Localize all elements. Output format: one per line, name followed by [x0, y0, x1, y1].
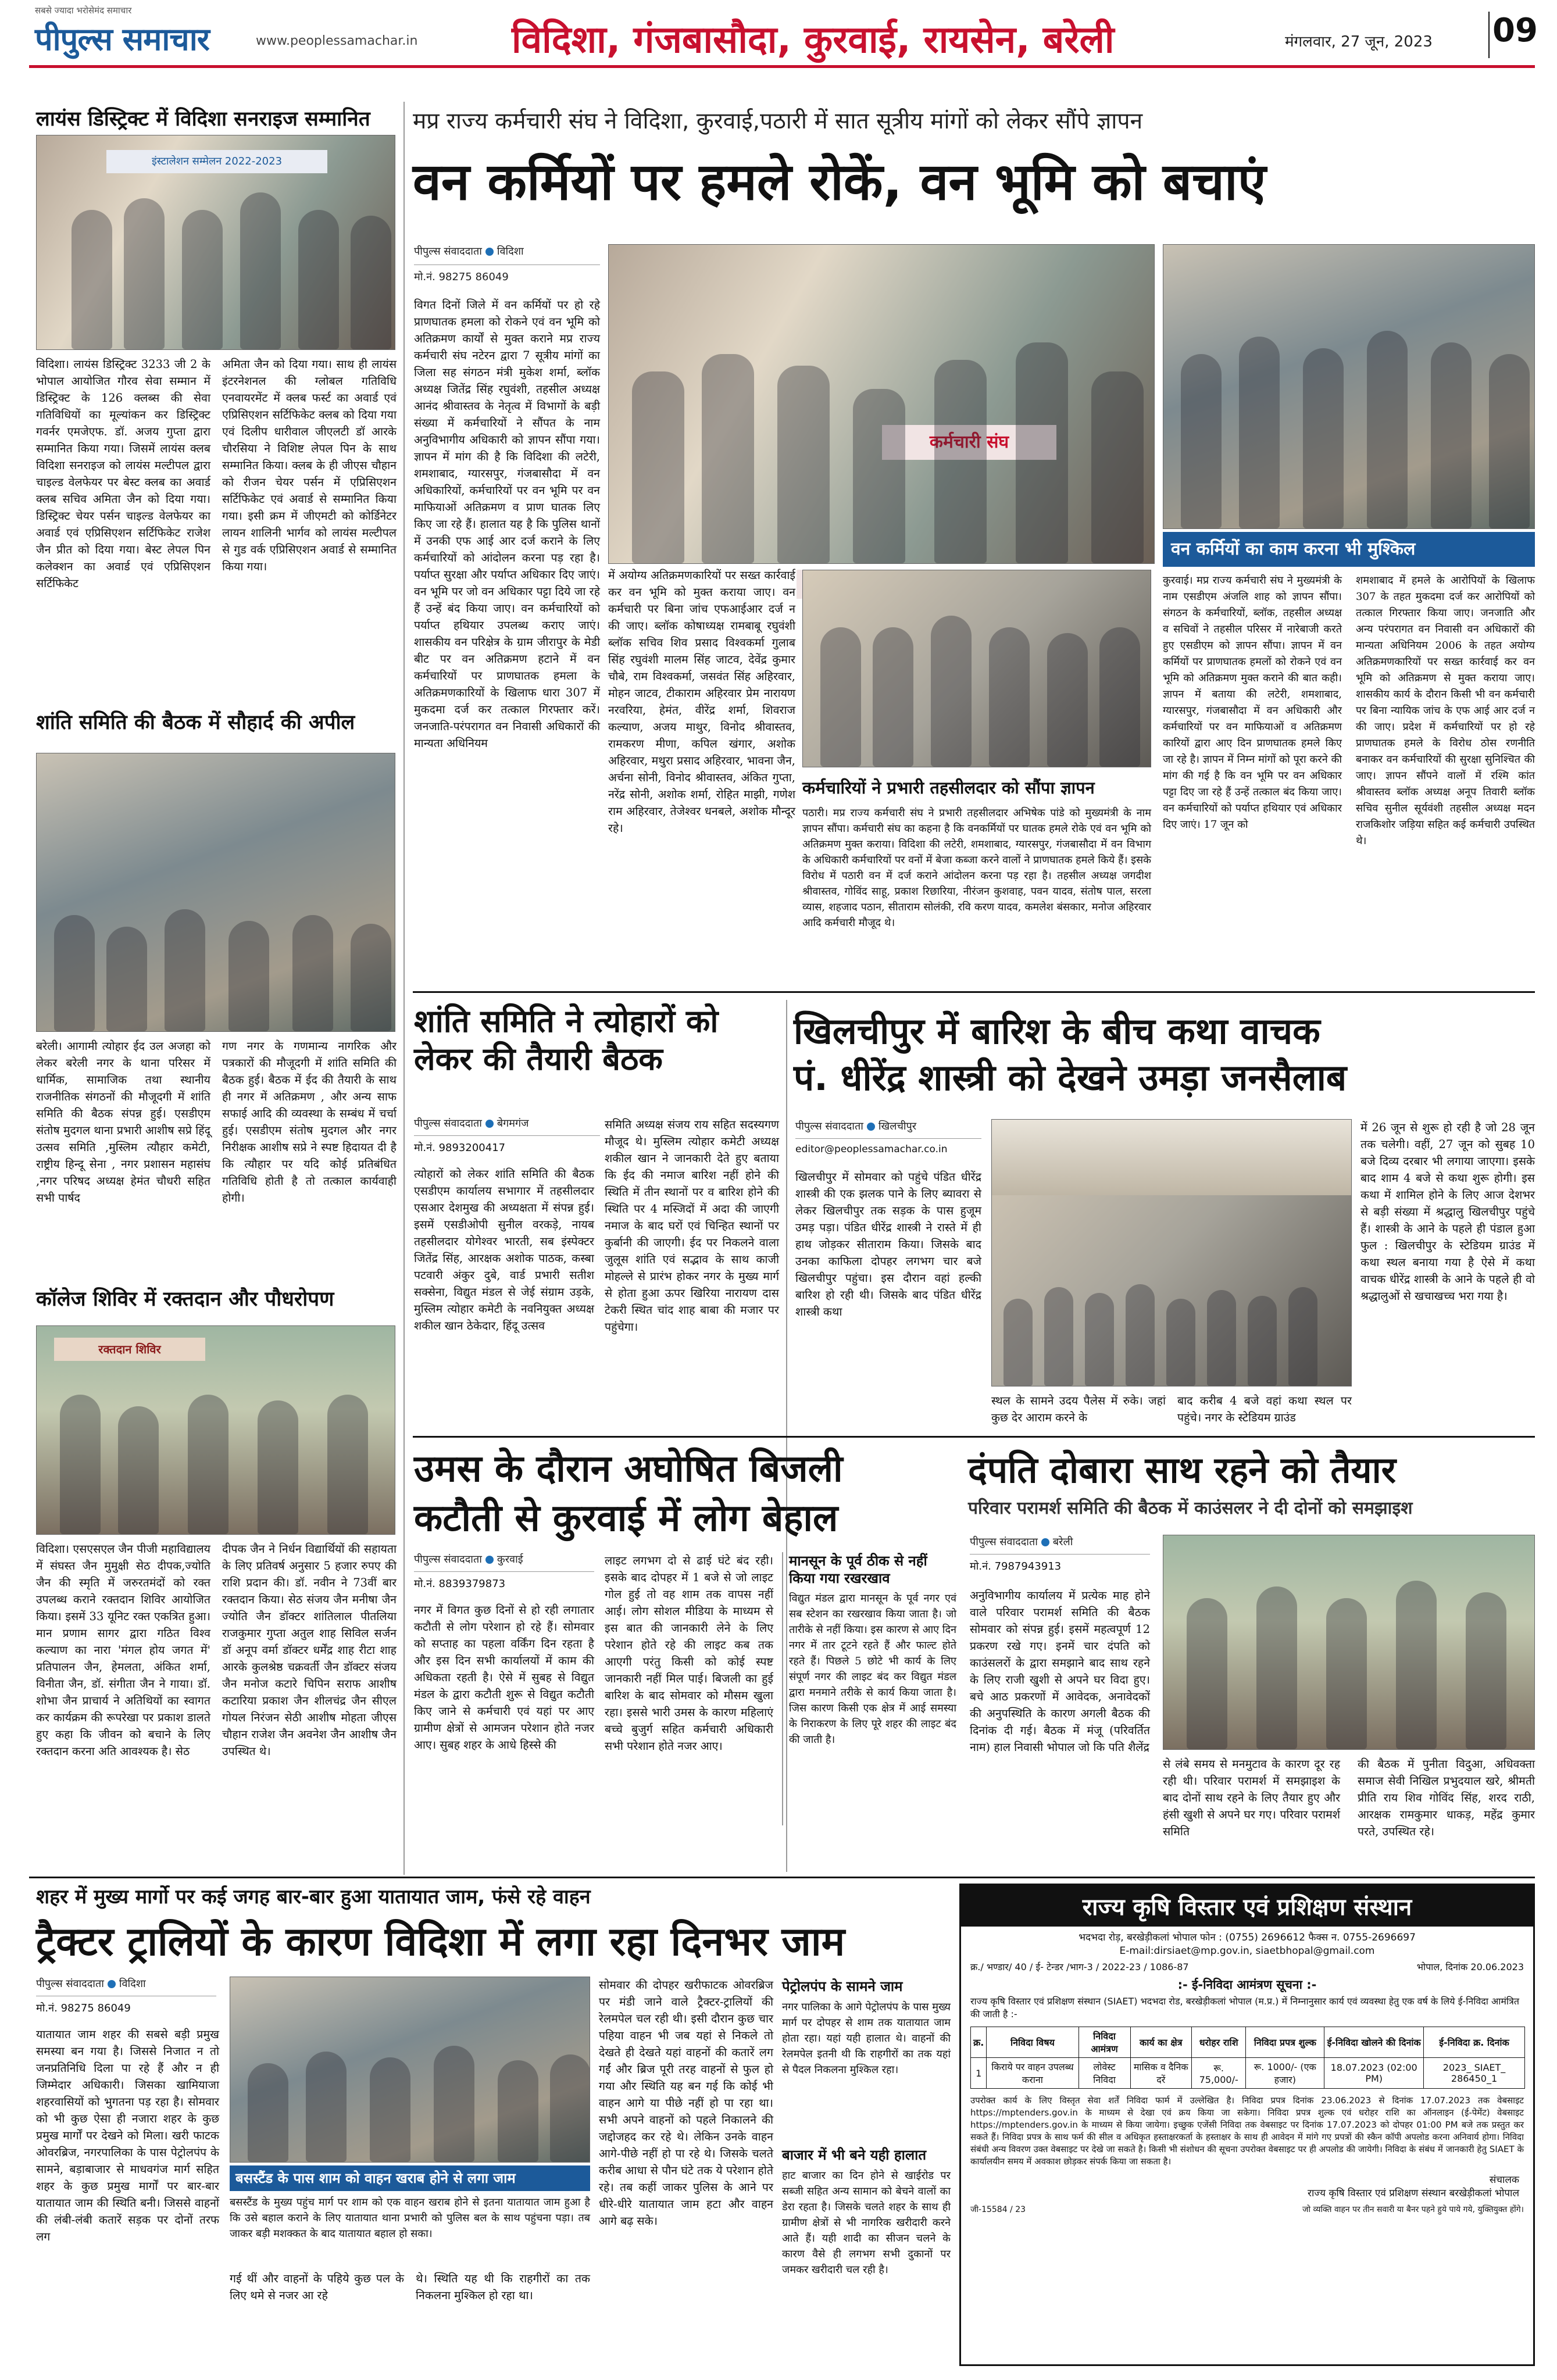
- van-byline-name: पीपुल्स संवाददाता: [414, 245, 482, 258]
- lions-text-col2: अमिता जैन को दिया गया। साथ ही लायंस इंटरनेशनल की ग्लोबल गतिविधि एनवायरमेंट में क्लब फर्स्ट का अवार्ड एवं एप्रिसिएशन सर्टिफिकेट क्लब को दिया गया एवं दिलीप धारीवाल जीएलटी डॉ आरके चौरसिया ने विशिष्ट लेपल पिन के साथ सम्मानित किया। क्लब के ही जीएस चौहान को रीजन चेयर पर्सन में एप्रिसिएशन सर्टिफिकेट एवं अवार्ड से सम्मानित किया गया। इसी क्रम में जीएमटी को कोर्डिनेटर लायन शालिनी भार्गव को लायंस मल्टीपल से गुड वर्क एप्रिसिएशन अवार्ड से सम्मानित किया गया।: [222, 358, 397, 573]
- khilchipur-text-col1: खिलचीपुर में सोमवार को पहुंचे पंडित धीरेंद्र शास्त्री की एक झलक पाने के लिए ब्यावरा से लेकर खिलचीपुर तक सड़क के पास हुजूम उमड़ पड़ा। पंडित धीरेंद्र शास्त्री ने रास्ते में ही हाथ जोड़कर सीताराम किया। जिसके बाद उनका काफिला दोपहर लगभग चार बजे खिलचीपुर पहुंचा। इस दौरान वहां हल्की बारिश हो रही थी। जिसके बाद पंडित धीरेंद्र शास्त्री कथा: [795, 1170, 981, 1318]
- tender-title: :- ई-निविदा आमंत्रण सूचना :-: [1177, 1978, 1317, 1992]
- van-kicker: मप्र राज्य कर्मचारी संघ ने विदिशा, कुरवाई,पठारी में सात सूत्रीय मांगों को लेकर सौंपे ज्ञापन: [413, 108, 1143, 134]
- tender-cell: 18.07.2023 (02:00 PM): [1324, 2058, 1424, 2089]
- kurwai-box-body: विद्युत मंडल द्वारा मानसून के पूर्व नगर एवं सब स्टेशन का रखरखाव किया जाता है। जो तारीके से नहीं किया। इस कारण से आए दिन नगर में तार टूटने रहते हैं और फाल्ट होते रहते हैं। पिछले 5 छोटे भी कार्य के लिए संपूर्ण नगर की लाइट बंद कर विद्युत मंडल द्वारा मनमाने तरीके से कार्य किया जाता है। जिस कारण किसी एक क्षेत्र में आई समस्या के निराकरण के लिए पूरे शहर की लाइट बंद की जाती है।: [789, 1592, 956, 1746]
- tender-col-header: निविदा प्रपत्र शुल्क: [1246, 2027, 1324, 2058]
- tender-col-header: ई-निविदा क्र. दिनांक: [1424, 2027, 1525, 2058]
- dampati-kicker: परिवार परामर्श समिति की बैठक में काउंसलर ने दी दोनों को समझाइश: [968, 1498, 1413, 1518]
- tender-footer: उपरोक्त कार्य के लिए विस्तृत सेवा शर्तें निविदा फार्म में उल्लेखित है। निविदा प्रपत्र दिनांक 23.06.2023 से दिनांक 17.07.2023 तक वेबसाइट https://mptenders.gov.in के माध्यम से देखा एवं क्रय किया जा सकेगा। निविदा प्रपत्र शुल्क एवं धरोहर राशि का ऑनलाइन (ई-पेमेंट) वेबसाइट https://mptenders.gov.in के माध्यम से किया जायेगा। इच्छुक एजेंसी निविदा तक वेबसाइट पर दिनांक 17.07.2023 को दोपहर 01:00 PM बजे तक प्रस्तुत कर सकते हैं। निविदा प्रपत्र के साथ फर्म की सील व अधिकृत हस्ताक्षरकर्ता के हस्ताक्षर के साथ ही आवेदन में मांगे गए प्रपत्रों की स्कैन कॉपी अपलोड करना अनिवार्य होगा। निविदा संबंधी अन्य विवरण उक्त वेबसाइट पर देखे जा सकते है। किसी भी संशोधन की सूचना उपरोक्त वेबसाइट पर ही अपलोड की जायेगी। निविदा के संबंध में जानकारी हेतु SIAET के कार्यालयीन समय में अवकाश छोड़कर संपर्क किया जा सकता है।: [970, 2095, 1524, 2167]
- dampati-byline-place: बरेली: [1052, 1536, 1073, 1548]
- tractor-photo-caption-body: बसस्टैंड के मुख्य पहुंच मार्ग पर शाम को एक वाहन खराब होने से इतना यातायात जाम हुआ है कि उसे बहाल कराने के लिए यातायात थाना प्रभारी को पुलिस बल के साथ पहुंचना पड़ा। तब जाकर बड़ी मशक्कत के बाद यातायात बहाल हो सका।: [230, 2196, 590, 2240]
- dampati-byline-name: पीपुल्स संवाददाता: [970, 1536, 1038, 1548]
- dampati-text-col1: अनुविभागीय कार्यालय में प्रत्येक माह होने वाले परिवार परामर्श समिति की बैठक सोमवार को संपन्न हुई। इसमें महत्वपूर्ण 12 प्रकरण रखे गए। इनमें चार दंपति को काउंसलरों के द्वारा समझाने बाद साथ रहने के लिए राजी खुशी से अपने घर विदा हुए। बचे आठ प्रकरणों में आवेदक, अनावेदकों की अनुपस्थिति के कारण अगली बैठक की दिनांक दी गई। बैठक में मंजू (परिवर्तित नाम) हाल निवासी भोपाल जो कि पति शैलेंद्र: [970, 1589, 1150, 1754]
- dampati-text-col2: से लंबे समय से मनमुटाव के कारण दूर रह रही थी। परिवार परामर्श में समझाइश के बाद दोनों साथ रहने के लिए तैयार हुए और हंसी खुशी से अपने घर गए। परिवार परामर्श समिति: [1163, 1757, 1340, 1838]
- van-sub-text-col2: शमशाबाद में हमले के आरोपियों के खिलाफ 307 के तहत मुकदमा दर्ज कर आरोपियों को तत्काल गिरफ्तार किया जाए। जनजाति और अन्य परंपरागत वन निवासी वन अधिकारों की मान्यता अधिनियम 2006 के तहत अयोग्य अतिक्रमणकारियों पर सख्त कार्रवाई कर वन भूमि को अतिक्रमण से मुक्त कराया जाए। शासकीय कार्य के दौरान किसी भी वन कर्मचारी पर बिना न्यायिक जांच के एफ आई आर दर्ज न की जाए। प्रदेश में कर्मचारियों पर हो रहे प्राणघातक हमले के विरोध ठोस रणनीति बनाकर वन कर्मचारियों की सुरक्षा सुनिश्चित की जाए। ज्ञापन सौंपने वालों में रश्मि कांत श्रीवास्तव ब्लॉक अध्यक्ष अनूप तिवारी ब्लॉक सचिव सुनील सूर्यवंशी तहसील अध्यक्ष मदन राजकिशोर जड़िया सहित कई कर्मचारी उपस्थित थे।: [1356, 574, 1535, 847]
- van-photo-banner-1: कर्मचारी संघ: [882, 425, 1056, 460]
- tractor-text-col2: सोमवार की दोपहर खरीफाटक ओवरब्रिज पर मंडी जाने वाले ट्रैक्टर-ट्रालियों की रेलमपेल चल रही थी। इसी दौरान कुछ चार पहिया वाहन भी जब यहां से निकले तो देखते ही देखते यहां वाहनों की कतारें लग गईं और ब्रिज पूरी तरह वाहनों से फुल हो गया और स्थिति यह बन गई कि कोई भी वाहन आगे या पीछे नहीं हो पा रहा था। सभी अपने वाहनों को पहले निकालने की जद्दोजहद कर रहे थे। लेकिन उनके वाहन आगे-पीछे नहीं हो पा रहे थे। जिसके चलते करीब आधा से पौन घंटे तक ये परेशान होते रहे। तब कहीं जाकर पुलिस के आने पर धीरे-धीरे यातायात जाम हटा और वाहन आगे बढ़ सके।: [599, 1978, 773, 2228]
- tender-email: E-mail:dirsiaet@mp.gov.in, siaetbhopal@gmail.com: [1119, 1945, 1375, 1957]
- shanti-barelly-text-col1: बरेली। आगामी त्योहार ईद उल अजहा को लेकर बरेली नगर के थाना परिसर में धार्मिक, सामाजिक तथा स्थानीय राजनीतिक संगठनों की मौजूदगी में शांति समिति की बैठक संपन्न हुई। एसडीएम संतोष मुदगल थाना प्रभारी आशीष सप्रे हिंदू उत्सव समिति ,मुस्लिम त्यौहार कमेटी, राष्ट्रीय हिन्दू सेना , नगर प्रशासन महासंघ ,नगर परिषद अध्यक्ष हेमंत चौधरी सहित सभी पार्षद: [36, 1039, 210, 1205]
- shanti-ganj-text-col2: समिति अध्यक्ष संजय राय सहित सदस्यगण मौजूद थे। मुस्लिम त्योहार कमेटी अध्यक्ष शकील खान ने जानकारी देते हुए बताया कि ईद की नमाज बारिश नहीं होने की स्थिति में तीन स्थानों पर व बारिश होने की स्थिति पर 4 मस्जिदों में अदा की जाएगी नमाज के बाद घरों एवं चिन्हित स्थानों पर कुर्बानी की जाएगी। ईद पर निकलने वाला जुलूस शांति एवं सद्भाव के साथ काजी मोहल्ले से प्रारंभ होकर नगर के मुख्य मार्ग से होता हुआ ऊपर खिरिया नारायण दास टेकरी स्थित चांद शाह बाबा की मजार पर पहुंचेगा।: [605, 1118, 779, 1334]
- van-headline: वन कर्मियों पर हमले रोकें, वन भूमि को बचाएं: [413, 152, 1266, 212]
- issue-date: मंगलवार, 27 जून, 2023: [1285, 33, 1433, 51]
- van-byline: [414, 244, 600, 265]
- shanti-ganj-byline: [414, 1116, 600, 1136]
- college-photo-banner: रक्तदान शिविर: [54, 1338, 205, 1361]
- college-headline: कॉलेज शिविर में रक्तदान और पौधरोपण: [36, 1288, 334, 1311]
- khilchipur-byline: [795, 1119, 981, 1139]
- lions-headline: लायंस डिस्ट्रिक्ट में विदिशा सनराइज सम्मानित: [36, 108, 370, 131]
- tender-col-header: निविदा विषय: [987, 2027, 1079, 2058]
- dampati-headline: दंपति दोबारा साथ रहने को तैयार: [968, 1449, 1396, 1491]
- tractor-headline: ट्रैक्टर ट्रालियों के कारण विदिशा में लगा रहा दिनभर जाम: [36, 1919, 845, 1965]
- website: www.peoplessamachar.in: [256, 34, 418, 48]
- van-photo-caption-body: पठारी। मप्र राज्य कर्मचारी संघ ने प्रभारी तहसीलदार अभिषेक पांडे को मुख्यमंत्री के नाम ज्ञापन सौंपा। कर्मचारी संघ का कहना है कि वनकर्मियों पर घातक हमले रोके एवं वन भूमि को अतिक्रमण मुक्त कराया। विदिशा की लटेरी, शमशाबाद, ग्यारसपुर, गंजबासौदा में वन विभाग के अधिकारी कर्मचारियों पर वनों में बेजा कब्जा करने वालों ने प्राणघातक हमले किये हैं। इसके विरोध में पठारी वन में दर्ज कराने आंदोलन करना पड़ रहा है। तहसील अध्यक्ष जगदीश श्रीवास्तव, गोविंद साहू, प्रकाश रिछारिया, नीरंजन कुशवाह, पवन यादव, संतोष पाल, सरला व्यास, शहजाद पठान, सीताराम सोलंकी, रवि करण यादव, कमलेश बंसकार, मनोज अहिरवार आदि कर्मचारी मौजूद थे।: [802, 807, 1151, 929]
- tender-ad: [959, 1884, 1535, 2366]
- kurwai-text-col2: लाइट लगभग दो से ढाई घंटे बंद रही। इसके बाद दोपहर में 1 बजे से जो लाइट गोल हुई तो वह शाम तक वापस नहीं आई। लोग सोशल मीडिया के माध्यम से इस बात की जानकारी लेने के लिए परेशान होते रहे की लाइट कब तक आएगी परंतु किसी को कोई स्पष्ट जानकारी नहीं मिल पाई। बिजली का हुई बारिश के बाद सोमवार को मौसम खुला रहा। इससे भारी उमस के कारण महिलाएं बच्चे बुजुर्ग सहित कर्मचारी अधिकारी सभी परेशान होते नजर आए।: [605, 1554, 773, 1753]
- kurwai-box-head: मानसून के पूर्व ठीक से नहीं किया गया रखरखाव: [789, 1553, 927, 1586]
- van-text-col2: में अयोग्य अतिक्रमणकारियों पर सख्त कार्रवाई कर वन भूमि को मुक्त कराया जाए। वन कर्मचारी पर बिना जांच एफआईआर दर्ज न की जाए। ब्लॉक कोषाध्यक्ष रामबाबू रघुवंशी ब्लॉक सचिव शिव प्रसाद विश्वकर्मा गुलाब सिंह रघुवंशी मालम सिंह जाटव, देवेंद्र कुमार चौबे, राम विश्वकर्मा, जसवंत सिंह अहिरवार, मोहन जाटव, टीकाराम अहिरवार प्रेम नारायण नरवरिया, हेमंत, वीरेंद्र शर्मा, शिवराज कल्याण, अजय माथुर, विनोद श्रीवास्तव, रामकरण मीणा, कपिल खंगार, अशोक अहिरवार, मथुरा प्रसाद अहिरवार, भावना जैन, अर्चना सोनी, विनोद श्रीवास्तव, अंकित गुप्ता, नरेंद्र सोनी, अशोक शर्मा, रोहित माझी, गणेश राम अहिरवार, तेजेश्वर धनबले, अशोक मौन्दूर रहे।: [608, 569, 795, 835]
- van-byline-place: विदिशा: [497, 245, 524, 258]
- tractor-box1-body: नगर पालिका के आगे पेट्रोलपंप के पास मुख्य मार्ग पर दोपहर से शाम तक यातायात जाम होता रहा। यहां यही हालात थे। वाहनों की रेलमपेल इतनी थी कि राहगीरों का तक यहां से पैदल निकलना मुश्किल रहा।: [782, 2001, 951, 2076]
- van-photo-caption-head: कर्मचारियों ने प्रभारी तहसीलदार को सौंपा ज्ञापन: [802, 778, 1095, 798]
- tender-table: [970, 2027, 1525, 2089]
- khilchipur-byline-name: पीपुल्स संवाददाता: [795, 1120, 863, 1132]
- tender-col-header: निविदा आमंत्रण: [1079, 2027, 1130, 2058]
- byline-dot-icon: [485, 1556, 494, 1564]
- tractor-box1: [782, 1977, 951, 2078]
- khilchipur-under-photo-r: बाद करीब 4 बजे वहां कथा स्थल पर पहुंचे। नगर के स्टेडियम ग्राउंड: [1177, 1394, 1352, 1424]
- tender-ref-date: भोपाल, दिनांक 20.06.2023: [1416, 1961, 1524, 1972]
- tender-cell: 2023_ SIAET_ 286450_1: [1424, 2058, 1525, 2089]
- page-number: 09: [1488, 12, 1541, 58]
- tender-col-header: कार्य का क्षेत्र: [1130, 2027, 1191, 2058]
- tender-col-header: क्र.: [971, 2027, 987, 2058]
- van-text-col1: विगत दिनों जिले में वन कर्मियों पर हो रहे प्राणघातक हमला को रोकने एवं वन भूमि को अतिक्रमण कार्यों से मुक्त कराने मप्र राज्य कर्मचारी संघ नटेरन द्वारा 7 सूत्रीय मांगों का जिला सह संगठन मंत्री मुकेश शर्मा, ब्लॉक अध्यक्ष जितेंद्र सिंह रघुवंशी, तहसील अध्यक्ष आनंद श्रीवास्तव के नेतृत्व में विभागों के बड़ी संख्या में कर्मचारियों ने सौंपत के नाम अनुविभागीय अधिकारी को ज्ञापन सौंपा गया। ज्ञापन में मांग की है कि विदिशा की लटेरी, शमशाबाद, ग्यारसपुर, गंजबासौदा में वन अधिकारियों, कर्मचारियों पर वन भूमि पर वन माफियाओं अतिक्रमण व प्राण घातक लिए किए जा रहे हैं। हालात यह है कि पुलिस थानों में उनकी एफ आई आर दर्ज कराने के लिए कर्मचारियों को आंदोलन करना पड़ रहा है। पर्याप्त सुरक्षा और पर्याप्त अधिकार दिए जाएं। वन भूमि पर जो वन अधिकार पट्टा दिये जा रहे हैं उन्हें बंद किया जाए। वन कर्मचारियों को पर्याप्त हथियार उपलब्ध कराए जाएं। शासकीय वन परिक्षेत्र के ग्राम जीरापुर के मेडी बीट पर वन अतिक्रमण हटाने में वन कर्मचारियों पर प्राणघातक हमला के अतिक्रमणकारियों के खिलाफ धारा 307 में मुकदमा दर्ज कर तत्काल गिरफ्तार करें। जनजाति-परंपरागत वन निवासी अधिकारों की मान्यता अधिनियम: [414, 298, 600, 750]
- shanti-barelly-text-col2: गण नगर के गणमान्य नागरिक और पत्रकारों की मौजूदगी में शांति समिति की बैठक हुई। बैठक में ईद की तैयारी के साथ ही नगर में अतिक्रमण , और अन्य साफ सफाई आदि की व्यवस्था के सम्बंध में चर्चा हुई। एसडीएम संतोष मुदगल और नगर निरीक्षक आशीष सप्रे ने स्पष्ट हिदायत दी है कि त्यौहार पर यदि कोई प्रतिबंधित गतिविधि होती है तो तत्काल कार्यवाही होगी।: [222, 1039, 397, 1205]
- van-phone: मो.नं. 98275 86049: [414, 271, 509, 283]
- table-row: [971, 2058, 1525, 2089]
- tender-intro: राज्य कृषि विस्तार एवं प्रशिक्षण संस्थान (SIAET) भदभदा रोड, बरखेड़ीकलां भोपाल (म.प्र.) में निम्नानुसार कार्य एवं व्यवस्था हेतु एक वर्ष के लिये ई-निविदा आमंत्रित की जाती है :-: [970, 1996, 1520, 2020]
- khilchipur-byline-place: खिलचीपुर: [878, 1120, 917, 1132]
- shanti-ganj-phone: मो.नं. 9893200417: [414, 1142, 506, 1154]
- row3-rule: [29, 1877, 1535, 1878]
- tender-cell: किराये पर वाहन उपलब्ध कराना: [987, 2058, 1079, 2089]
- tractor-byline-place: विदिशा: [119, 1978, 146, 1990]
- khilchipur-text-col2: में 26 जून से शुरू हो रही है जो 28 जून तक चलेगी। वहीं, 27 जून को सुबह 10 बजे दिव्य दरबार भी लगाया जाएगा। इसके बाद शाम 4 बजे से कथा शुरू होगी। इस कथा में शामिल होने के लिए आज देशभर से बड़ी संख्या में श्रद्धालु खिलचीपुर पहुंचे हैं। शास्त्री के आने के पहले ही पंडाल हुआ फुल : खिलचीपुर के स्टेडियम ग्राउंड में कथा स्थल बनाया गया है ऐसे में कथा वाचक धीरेंद्र शास्त्री के आने के पहले ही वो श्रद्धालुओं से खचाखच्च भरा गया है।: [1360, 1121, 1535, 1303]
- tender-cell: 1: [971, 2058, 987, 2089]
- tender-col-header: ई-निविदा खोलने की दिनांक: [1324, 2027, 1424, 2058]
- khilchipur-email: editor@peoplessamachar.co.in: [795, 1143, 948, 1155]
- tractor-byline: [36, 1977, 216, 1996]
- tender-cell: रू. 75,000/-: [1191, 2058, 1245, 2089]
- byline-dot-icon: [867, 1123, 875, 1131]
- tractor-phone: मो.नं. 98275 86049: [36, 2002, 131, 2014]
- shanti-barelly-headline: शांति समिति की बैठक में सौहार्द की अपील: [36, 711, 355, 734]
- khilchipur-photo: [991, 1119, 1352, 1386]
- kurwai-byline-name: पीपुल्स संवाददाता: [414, 1553, 482, 1566]
- tractor-byline-name: पीपुल्स संवाददाता: [36, 1978, 104, 1990]
- left-column-divider: [403, 102, 405, 1875]
- van-photo-kurwai: [1163, 244, 1535, 529]
- tractor-box2: [782, 2145, 951, 2278]
- tender-signature-org: राज्य कृषि विस्तार एवं प्रशिक्षण संस्थान बरखेड़ीकलां भोपाल: [1308, 2188, 1519, 2199]
- tractor-box2-body: हाट बाजार का दिन होने से खाईरोड पर सब्जी सहित अन्य सामान को बेचने वालों का डेरा रहता है। जिसके चलते शहर के साथ ही ग्रामीण क्षेत्रों से भी नागरिक खरीदारी करने आते हैं। यही शादी का सीजन चलने के कारण वैसे ही लगभग सभी दुकानों पर जमकर खरीदारी चल रही है।: [782, 2170, 951, 2276]
- masthead: [0, 0, 1557, 70]
- college-text-col2: दीपक जैन ने निर्धन विद्यार्थियों की सहायता के लिए प्रतिवर्ष अनुसार 5 हजार रुपए की राशि प्रदान की। डॉ. नवीन ने 73वीं बार रक्तदान किया। सेठ संजय जैन मनीषा जैन ज्योति जैन डॉक्टर शांतिलाल पीतलिया राजकुमार गुप्ता अतुल शाह सिविल सर्जन डॉ अनूप वर्मा डॉक्टर धर्मेंद्र शाह रीटा शाह आरके कुलश्रेष्ठ चक्रवर्ती जैन डॉक्टर संजय जैन मनोज कटारे चिपिन सराफ आशीष कटारिया प्रकाश जैन शीलचंद्र जैन सीएल गोयल निरंजन सेठी आशीष मोहता जीएस चौहान राजेश जैन अवनेश जैन आशीष जैन उपस्थित थे।: [222, 1542, 397, 1758]
- tender-org: राज्य कृषि विस्तार एवं प्रशिक्षण संस्थान: [961, 1885, 1533, 1927]
- byline-dot-icon: [485, 248, 494, 256]
- shanti-ganj-byline-place: बेगमगंज: [497, 1117, 529, 1130]
- kurwai-byline: [414, 1552, 594, 1572]
- tender-cell: रू. 1000/- (एक हजार): [1246, 2058, 1324, 2089]
- tender-address: भदभदा रोड़, बरखेड़ीकलां भोपाल फोन : (0755) 2696612 फैक्स न. 0755-2696697: [1079, 1932, 1416, 1943]
- khilchipur-headline-l2: पं. धीरेंद्र शास्त्री को देखने उमड़ा जनसैलाब: [794, 1056, 1347, 1099]
- region-banner: विदिशा, गंजबासौदा, कुरवाई, रायसेन, बरेली: [512, 19, 1115, 62]
- lions-text-col1: विदिशा। लायंस डिस्ट्रिक्ट 3233 जी 2 के भोपाल आयोजित गौरव सेवा सम्मान में डिस्ट्रिक्ट के 126 क्लब्स की सेवा गतिविधियों का मूल्यांकन कर डिस्ट्रिक्ट गवर्नर एमजेएफ. डॉ. अजय गुप्ता द्वारा सम्मानित किया गया। जिसमें लायंस क्लब विदिशा सनराइज को लायंस मल्टीपल द्वारा चाइल्ड वेलफेयर पर बेस्ट क्लब का अवार्ड क्लब सचिव अमिता जैन को दिया गया। डिस्ट्रिक्ट चेयर पर्सन चाइल्ड वेलफेयर का अवार्ड एवं एप्रिसिएशन सर्टिफिकेट राजेश जैन प्रीत को दिया गया। बेस्ट लेपल पिन कलेक्शन का अवार्ड एवं एप्रिसिएशन सर्टिफिकेट: [36, 358, 210, 590]
- tractor-box1-head: पेट्रोलपंप के सामने जाम: [782, 1978, 903, 1995]
- byline-dot-icon: [108, 1980, 116, 1988]
- lions-photo: [36, 135, 395, 350]
- brand-logo: पीपुल्स समाचार: [35, 21, 209, 58]
- van-photo-pathari: [802, 570, 1151, 767]
- kurwai-text-col1: नगर में विगत कुछ दिनों से हो रही लगातार कटौती से लोग परेशान हो रहे हैं। सोमवार को सप्ताह का पहला वर्किंग दिन रहता है और इस दिन सभी कार्यालयों में काम की अधिकता रहती है। ऐसे में सुबह से विद्युत मंडल के द्वारा कटौती शुरू से विद्युत कटौती किए जाने से कर्मचारी एवं यहां पर आए ग्रामीण क्षेत्रों से आमजन परेशान होते नजर आए। सुबह शहर के आधे हिस्से की: [414, 1603, 594, 1752]
- tender-ref: क्र./ भण्डार/ 40 / ई- टेन्डर /भाग-3 / 2022-23 / 1086-87: [970, 1961, 1189, 1972]
- tractor-under-photo-l: गई थीं और वाहनों के पहिये कुछ पल के लिए थमे से नजर आ रहे: [230, 2272, 404, 2302]
- tractor-box2-head: बाजार में भी बने यही हालात: [782, 2147, 927, 2163]
- kurwai-phone: मो.नं. 8839379873: [414, 1578, 506, 1590]
- kurwai-headline-l2: कटौती से कुरवाई में लोग बेहाल: [414, 1497, 838, 1540]
- tender-code: जी-15584 / 23: [970, 2205, 1026, 2214]
- van-sub-headline: वन कर्मियों का काम करना भी मुश्किल: [1163, 532, 1535, 567]
- tender-signature-title: संचालक: [1489, 2174, 1519, 2186]
- van-sub-text-col1: कुरवाई। मप्र राज्य कर्मचारी संघ ने मुख्यमंत्री के नाम एसडीएम अंजलि शाह को ज्ञापन सौंपा। संगठन के कर्मचारियों, ब्लॉक, तहसील अध्यक्ष व सचिवों ने तहसील परिसर में नारेबाजी करते हुए एसडीएम को ज्ञापन सौंपा। ज्ञापन में वन कर्मियों पर प्राणघातक हमलों को रोकने एवं वन भूमि को अतिक्रमण मुक्त कराने की बात कही। ज्ञापन में बताया की लटेरी, शमशाबाद, ग्यारसपुर, गंजबासौदा में वन अधिकारी और कर्मचारियों पर वन माफियाओं व अतिक्रमण कारियों द्वारा आए दिन प्राणघातक हमले किए जा रहे है। ज्ञापन में निम्न मांगों को पूरा करने की मांग की गई है कि वन भूमि पर वन अधिकार पट्टा दिए जा रहे हैं उन्हें तत्काल बंद किया जाए। वन कर्मचारियों को पर्याप्त हथियार एवं अधिकार दिए जाएं। 17 जून को: [1163, 574, 1342, 831]
- khilchipur-headline-l1: खिलचीपुर में बारिश के बीच कथा वाचक: [794, 1010, 1320, 1052]
- tender-cell: मासिक व दैनिक दरें: [1130, 2058, 1191, 2089]
- tractor-under-photo-r: थे। स्थिति यह थी कि राहगीरों का तक निकलना मुश्किल हो रहा था।: [416, 2272, 590, 2302]
- tractor-photo-caption-head: बसस्टैंड के पास शाम को वाहन खराब होने से लगा जाम: [230, 2165, 590, 2191]
- khilchipur-under-photo-l: स्थल के सामने उदय पैलेस में रुके। जहां कुछ देर आराम करने के: [991, 1394, 1166, 1424]
- tender-cell: लोवेस्ट निविदा: [1079, 2058, 1130, 2089]
- brand-tagline: सबसे ज्यादा भरोसेमंद समाचार: [35, 5, 132, 16]
- row2-rule: [413, 1436, 1535, 1438]
- dampati-photo: [1163, 1535, 1535, 1750]
- van-bottom-rule: [413, 991, 1535, 993]
- tractor-text-col1: यातायात जाम शहर की सबसे बड़ी प्रमुख समस्या बन गया है। जिससे निजात न तो जनप्रतिनिधि दिला पा रहे हैं और न ही जिम्मेदार अधिकारी। जिसका खामियाजा शहरवासियों को भुगतना पड़ रहा है। सोमवार को भी कुछ ऐसा ही नजारा शहर के कुछ प्रमुख मार्गों पर देखने को मिला। खरी फाटक ओवरब्रिज, नगरपालिका के पास पेट्रोलपंप के सामने, बड़ाबाजार से माधवगंज मार्ग सहित शहर के कुछ प्रमुख मार्गों पर बार-बार यातायात जाम की स्थिति बनी। जिससे वाहनों की लंबी-लंबी कतारें सड़क पर दोनों तरफ लग: [36, 2028, 219, 2243]
- college-photo: [36, 1325, 395, 1535]
- byline-dot-icon: [1041, 1538, 1049, 1546]
- byline-dot-icon: [485, 1120, 494, 1128]
- kurwai-box: [782, 1552, 956, 1825]
- tender-disclaimer: जो व्यक्ति वाहन पर तीन सवारी या बैनर पहने हुये पाये गये, युक्तियुक्त होंगे।: [1302, 2205, 1524, 2214]
- shanti-ganj-headline: शांति समिति ने त्योहारों को लेकर की तैयारी बैठक: [414, 1003, 719, 1077]
- college-text-col1: विदिशा। एसएसएल जैन पीजी महाविद्यालय में संघस्त जैन मुमुक्षी सेठ दीपक,ज्योति जैन की स्मृति में जरुरतमंदों को रक्त उपलब्ध कराने रक्तदान शिविर आयोजित किया। इसमें 33 यूनिट रक्त एकत्रित हुआ। मान प्रणाम सागर द्वारा गठित विश्व कल्याण का नारा 'मंगल होय जगत में' प्रतिपालन जैन, हेमलता, अंकित शर्मा, विनीता जैन, डॉ. संगीता जैन ने गाया। डॉ. शोभा जैन प्राचार्य ने अतिथियों का स्वागत कर कार्यक्रम की रूपरेखा पर प्रकाश डालते हुए कहा कि जीवन को बचाने के लिए रक्तदान करना अति आवश्यक है। सेठ: [36, 1542, 210, 1758]
- tractor-photo: [230, 1977, 590, 2163]
- dampati-byline: [970, 1535, 1150, 1554]
- lions-photo-banner: इंस्टालेशन सम्मेलन 2022-2023: [106, 150, 327, 173]
- masthead-rule: [29, 65, 1535, 68]
- shanti-ganj-byline-name: पीपुल्स संवाददाता: [414, 1117, 482, 1130]
- shanti-barelly-photo: [36, 753, 395, 1032]
- van-photo-main: [608, 244, 1155, 564]
- dampati-phone: मो.नं. 7987943913: [970, 1560, 1062, 1573]
- kurwai-byline-place: कुरवाई: [497, 1553, 523, 1566]
- shanti-ganj-text-col1: त्योहारों को लेकर शांति समिति की बैठक एसडीएम कार्यालय सभागार में तहसीलदार एसआर देशमुख की अध्यक्षता में संपन्न हुई। इसमें एसडीओपी सुनील वरकड़े, नायब तहसीलदार योगेश्वर भारती, सब इंस्पेक्टर जितेंद्र सिंह, आरक्षक अशोक पाठक, कस्बा पटवारी अंकुर दुबे, वार्ड प्रभारी सतीश सक्सेना, विद्युत मंडल से जेई संग्राम उड़के, मुस्लिम त्योहार कमेटी के नवनियुक्त अध्यक्ष शकील खान ठेकेदार, हिंदू उत्सव: [414, 1167, 594, 1332]
- kurwai-headline-l1: उमस के दौरान अघोषित बिजली: [414, 1448, 843, 1491]
- tractor-kicker: शहर में मुख्य मार्गो पर कई जगह बार-बार हुआ यातायात जाम, फंसे रहे वाहन: [36, 1885, 591, 1909]
- dampati-text-col3: की बैठक में पुनीता विदुआ, अधिवक्ता समाज सेवी निखिल प्रभुदयाल खरे, श्रीमती प्रीति राय शिव गोविंद सिंह, शरद राठी, आरक्षक रामकुमार धाकड़, महेंद्र कुमार परते, उपस्थित रहे।: [1358, 1757, 1535, 1838]
- tender-col-header: धरोहर राशि: [1191, 2027, 1245, 2058]
